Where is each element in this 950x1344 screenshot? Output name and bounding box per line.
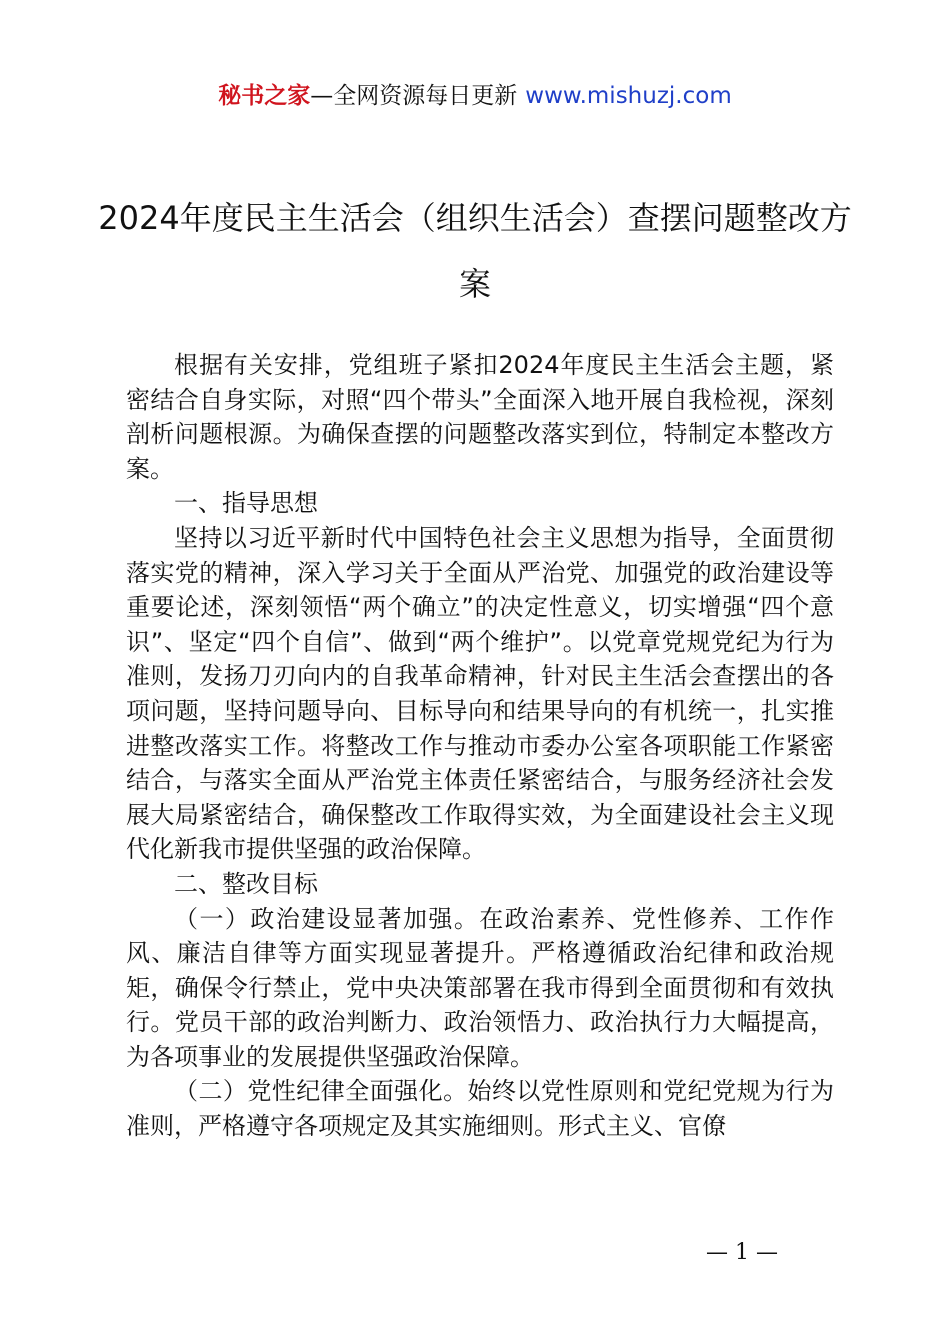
intro-paragraph: 根据有关安排，党组班子紧扣2024年度民主生活会主题，紧密结合自身实际，对照“四个带头”全面深入地开展自我检视，深刻剖析问题根源。为确保查摆的问题整改落实到位，特制定本整改方案。 <box>126 351 834 483</box>
document-body <box>126 348 834 1144</box>
goal-party-discipline-paragraph: （二）党性纪律全面强化。始终以党性原则和党纪党规为行为准则，严格遵守各项规定及其实施细则。形式主义、官僚 <box>126 1077 834 1141</box>
goal-political-building-paragraph: （一）政治建设显著加强。在政治素养、党性修养、工作作风、廉洁自律等方面实现显著提升。严格遵循政治纪律和政治规矩，确保令行禁止，党中央决策部署在我市得到全面贯彻和有效执行。党员干部的政治判断力、政治领悟力、政治执行力大幅提高，为各项事业的发展提供坚强政治保障。 <box>126 904 834 1071</box>
page-number: — 1 — <box>706 1240 778 1265</box>
site-url-link[interactable]: www.mishuzj.com <box>525 83 732 109</box>
site-header <box>0 80 950 112</box>
guiding-ideology-paragraph: 坚持以习近平新时代中国特色社会主义思想为指导，全面贯彻落实党的精神，深入学习关于全面从严治党、加强党的政治建设等重要论述，深刻领悟“两个确立”的决定性意义，切实增强“四个意识”、坚定“四个自信”、做到“两个维护”。以党章党规党纪为行为准则，发扬刀刃向内的自我革命精神，针对民主生活会查摆出的各项问题，坚持问题导向、目标导向和结果导向的有机统一，扎实推进整改落实工作。将整改工作与推动市委办公室各项职能工作紧密结合，与落实全面从严治党主体责任紧密结合，与服务经济社会发展大局紧密结合，确保整改工作取得实效，为全面建设社会主义现代化新我市提供坚强的政治保障。 <box>126 523 834 864</box>
header-dash: — <box>310 83 334 109</box>
site-brand: 秘书之家 <box>218 83 311 109</box>
section-heading-guiding-ideology: 一、指导思想 <box>174 489 318 518</box>
section-heading-rectification-goals: 二、整改目标 <box>174 869 318 898</box>
site-tagline: 全网资源每日更新 <box>333 83 518 109</box>
document-title: 2024年度民主生活会（组织生活会）查摆问题整改方案 <box>98 199 852 303</box>
